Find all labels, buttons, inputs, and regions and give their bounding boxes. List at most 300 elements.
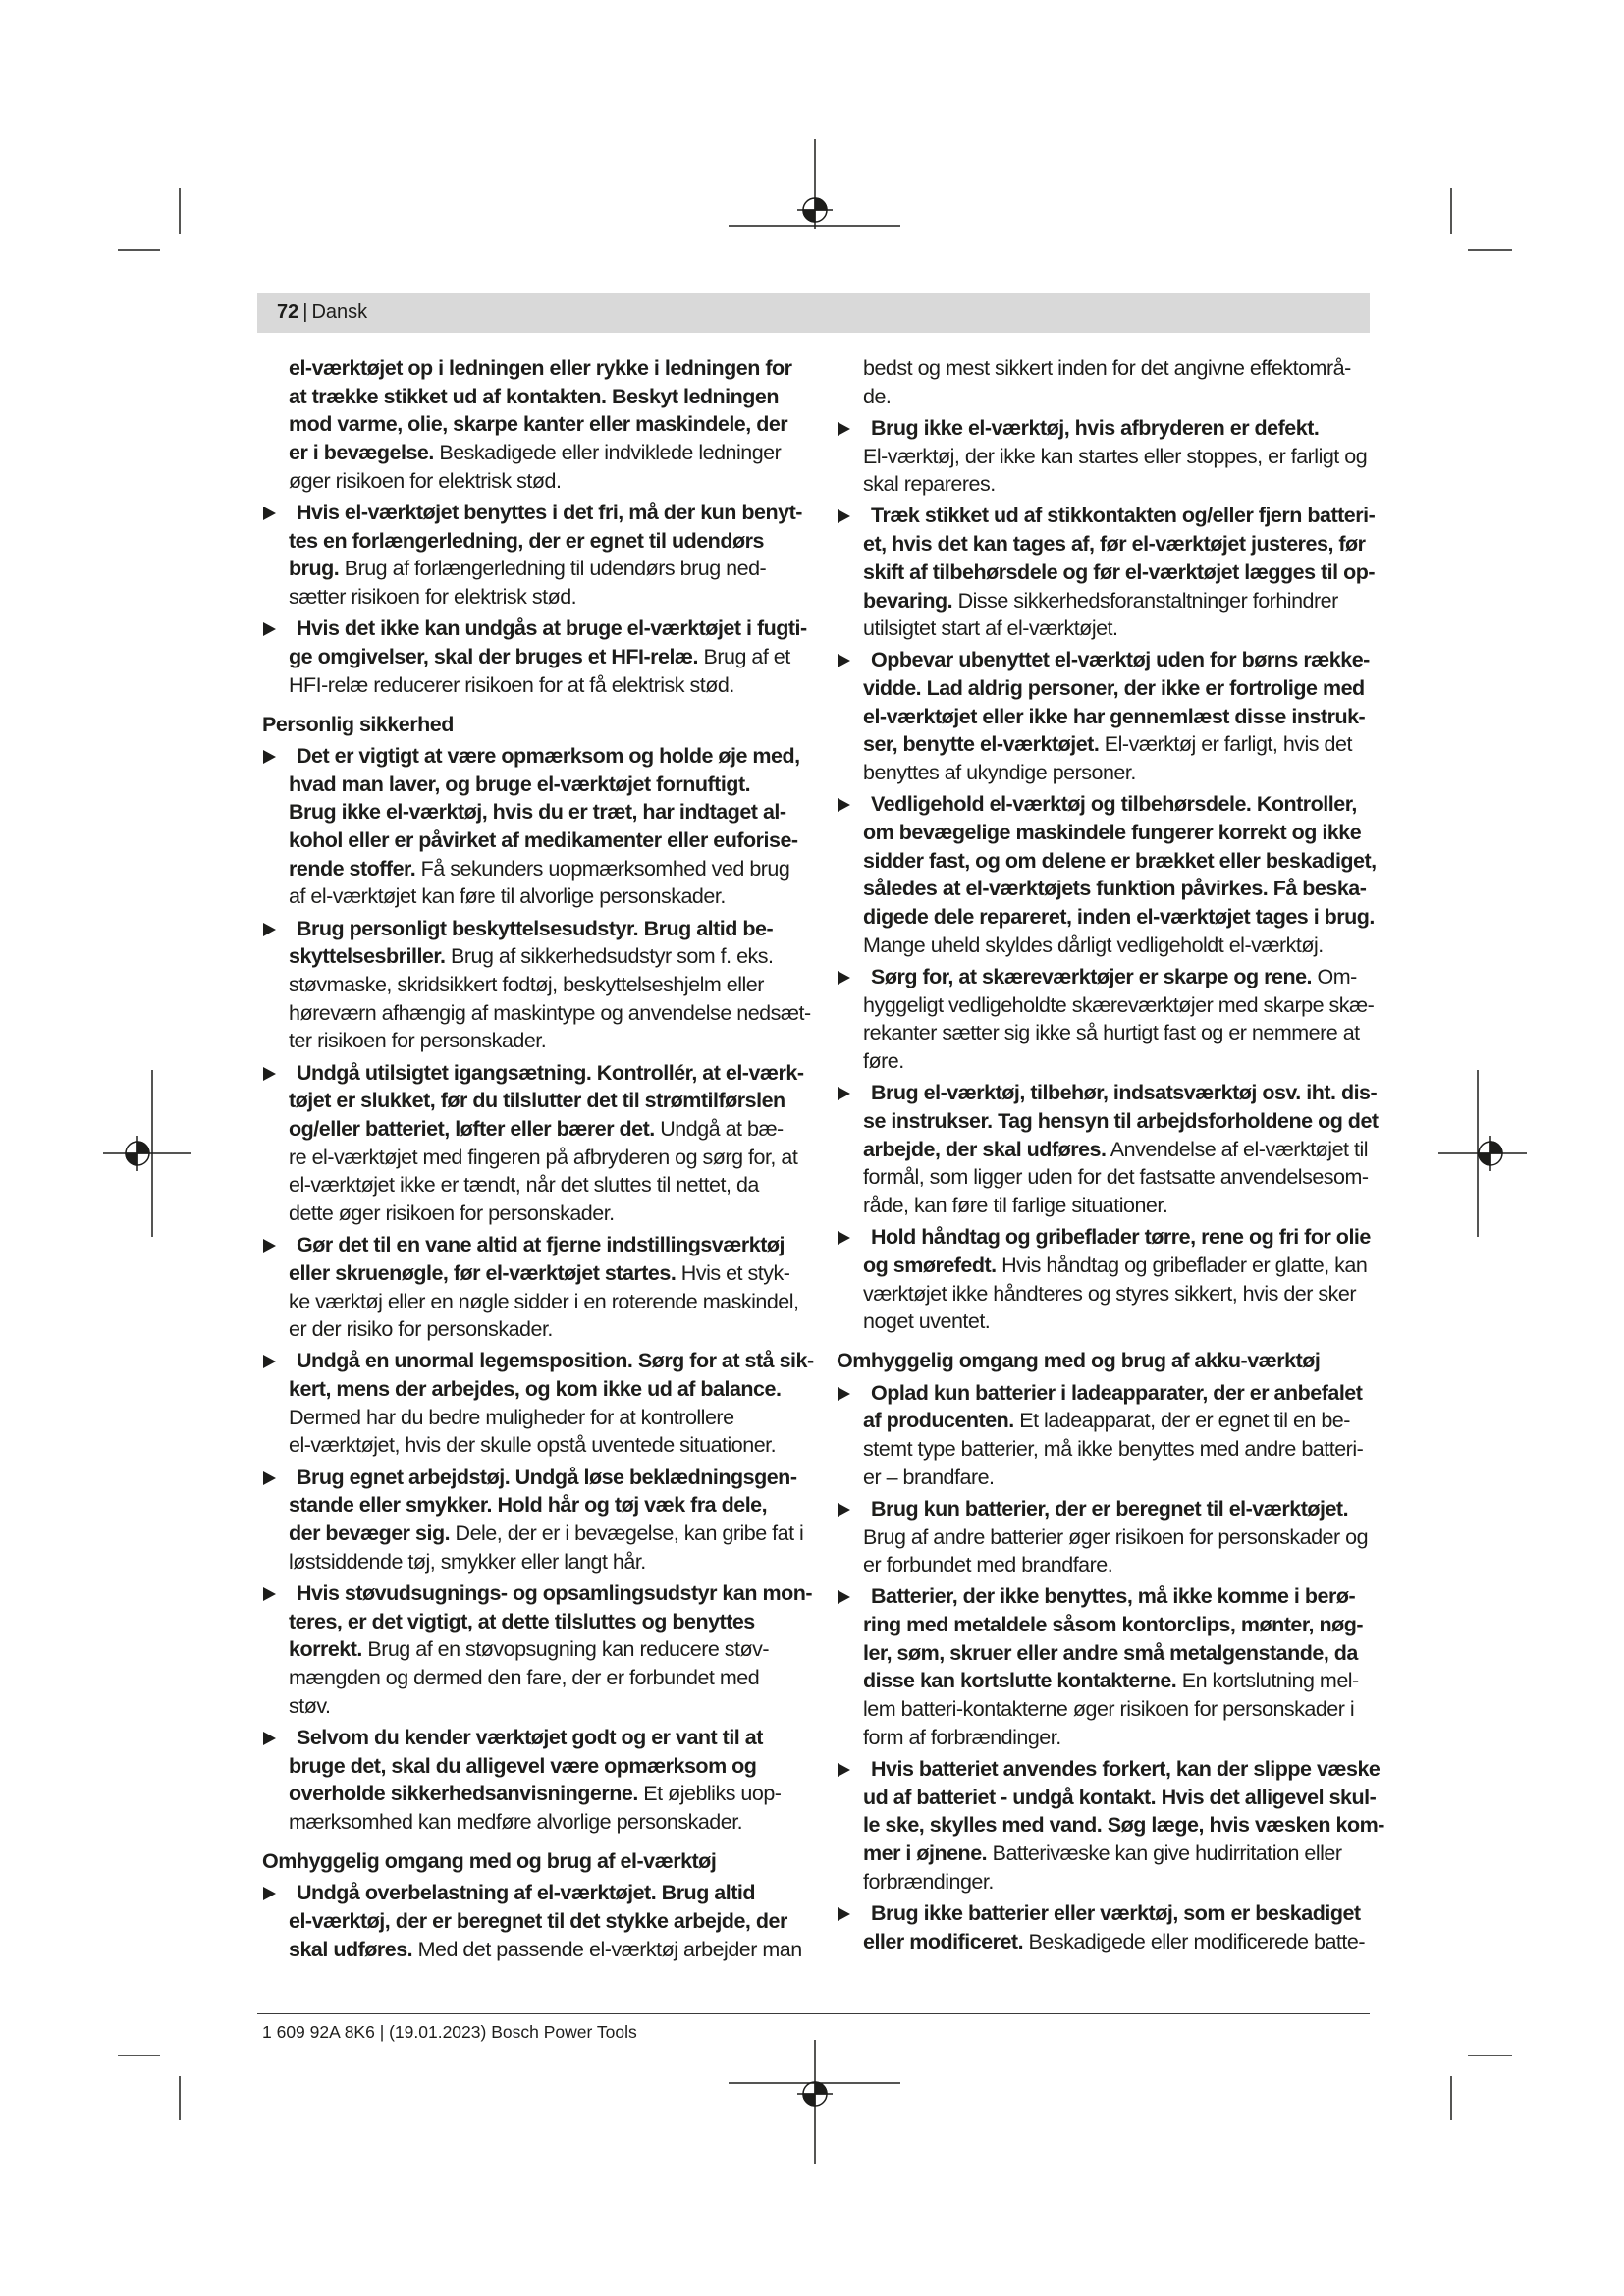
- text-line: [863, 1523, 1386, 1552]
- bold-text: Brug el-værktøj, tilbehør, indsatsværktøj osv. iht. dis-: [871, 1081, 1378, 1105]
- text-line: [289, 410, 812, 439]
- bold-text: kert, mens der arbejdes, og kom ikke ud af balance.: [289, 1377, 782, 1402]
- bullet-triangle-icon: [838, 1231, 850, 1245]
- text-line: [863, 1724, 1386, 1752]
- bullet-item: [837, 1755, 1386, 1896]
- regular-text: Få sekunders uopmærksomhed ved brug: [415, 856, 790, 881]
- text-line: [863, 1899, 1386, 1928]
- bullet-item: [837, 790, 1386, 959]
- text-line: [863, 1407, 1386, 1435]
- text-line: [863, 1107, 1386, 1136]
- text-line: [863, 703, 1386, 731]
- regular-text: benyttes af ukyndige personer.: [863, 761, 1136, 785]
- regular-text: HFI-relæ reducerer risikoen for at få elektrisk stød.: [289, 672, 734, 697]
- bullet-item: [837, 1582, 1386, 1751]
- crop-mark-bottom-left: [118, 2056, 180, 2120]
- text-line: [289, 1288, 812, 1316]
- regular-text: værktøjet ikke håndteres og styres sikkert, hvis der sker: [863, 1281, 1357, 1306]
- text-line: [863, 1868, 1386, 1896]
- regular-text: Batterivæske kan give hudirritation eller: [987, 1842, 1342, 1866]
- bullet-item: [262, 1464, 812, 1576]
- text-line: [863, 383, 1386, 411]
- text-line: [863, 1079, 1386, 1107]
- text-line: [863, 1379, 1386, 1408]
- regular-text: El-værktøj er farligt, hvis det: [1099, 732, 1352, 757]
- text-line: [289, 1144, 812, 1172]
- text-line: [289, 798, 812, 827]
- text-line: [863, 1551, 1386, 1579]
- regular-text: Disse sikkerhedsforanstaltninger forhindrer: [952, 588, 1338, 613]
- bold-text: brug.: [289, 557, 340, 581]
- text-line: [289, 915, 812, 943]
- bullet-triangle-icon: [838, 798, 850, 812]
- bold-text: mer i øjnene.: [863, 1842, 988, 1866]
- bold-text: Brug ikke el-værktøj, hvis du er træt, har indtaget al-: [289, 800, 786, 825]
- text-line: [289, 1115, 812, 1144]
- text-line: [863, 730, 1386, 759]
- bold-text: mod varme, olie, skarpe kanter eller maskindele, der: [289, 412, 788, 437]
- bold-text: hvad man laver, og bruge el-værktøjet fornuftigt.: [289, 772, 751, 796]
- text-line: [289, 671, 812, 700]
- bold-text: eller modificeret.: [863, 1929, 1024, 1953]
- text-line: [863, 1163, 1386, 1192]
- text-line: [289, 999, 812, 1028]
- header-separator: |: [302, 301, 308, 323]
- bold-text: Hvis støvudsugnings- og opsamlingsudstyr kan mon-: [297, 1580, 812, 1605]
- regular-text: høreværn afhængig af maskintype og anvendelse nedsæt-: [289, 1000, 811, 1025]
- bold-text: vidde. Lad aldrig personer, der ikke er fortrolige med: [863, 676, 1365, 701]
- bold-text: ge omgivelser, skal der bruges et HFI-relæ.: [289, 644, 699, 668]
- text-line: [863, 646, 1386, 674]
- bold-text: tes en forlængerledning, der er egnet til udendørs: [289, 528, 764, 553]
- bold-text: digede dele repareret, inden el-værktøjet tages i brug.: [863, 905, 1375, 930]
- text-line: [289, 1027, 812, 1055]
- text-line: [289, 1491, 812, 1520]
- regular-text: føre.: [863, 1049, 904, 1073]
- bullet-triangle-icon: [263, 1887, 276, 1900]
- text-line: [863, 614, 1386, 643]
- text-line: [863, 1928, 1386, 1956]
- section-heading: Omhyggelig omgang med og brug af el-værktøj: [262, 1849, 717, 1874]
- bold-text: el-værktøjet eller ikke har gennemlæst disse instruk-: [863, 704, 1366, 728]
- bold-text: at trække stikket ud af kontakten. Beskyt ledningen: [289, 384, 780, 408]
- crop-mark-bottom-right: [1451, 2056, 1512, 2120]
- bullet-item: [262, 614, 812, 699]
- text-line: [289, 1579, 812, 1608]
- text-line: [289, 942, 812, 971]
- bold-text: og/eller batteriet, løfter eller bærer det.: [289, 1116, 655, 1141]
- bullet-item: [837, 502, 1386, 642]
- bold-text: ring med metaldele såsom kontorclips, mønter, nøg-: [863, 1613, 1364, 1637]
- text-line: [289, 1431, 812, 1460]
- footer-rule: [257, 2013, 1370, 2014]
- text-line: [863, 1667, 1386, 1695]
- bold-text: Gør det til en vane altid at fjerne indstillingsværktøj: [297, 1233, 785, 1257]
- regular-text: Anvendelse af el-værktøjet til: [1106, 1137, 1369, 1161]
- text-line: [289, 499, 812, 527]
- text-line: [289, 1907, 812, 1936]
- bold-text: bruge det, skal du alligevel være opmærksom og: [289, 1753, 757, 1778]
- bullet-item: [262, 742, 812, 911]
- continuation-paragraph: [837, 354, 1386, 410]
- text-line: [289, 467, 812, 496]
- text-line: [863, 847, 1386, 876]
- bold-text: Træk stikket ud af stikkontakten og/eller fjern batteri-: [871, 504, 1376, 528]
- text-line: [289, 1347, 812, 1375]
- bold-text: der bevæger sig.: [289, 1522, 451, 1545]
- text-line: [289, 1936, 812, 1964]
- regular-text: re el-værktøjet med fingeren på afbryderen og sørg for, at: [289, 1145, 798, 1169]
- text-line: [863, 1755, 1386, 1784]
- regular-text: utilsigtet start af el-værktøjet.: [863, 616, 1118, 641]
- bold-text: Sørg for, at skæreværktøjer er skarpe og rene.: [871, 964, 1313, 988]
- regular-text: stemt type batterier, må ikke benyttes med andre batteri-: [863, 1436, 1364, 1461]
- crop-mark-top-left: [118, 188, 180, 250]
- bold-text: Selvom du kender værktøjet godt og er vant til at: [297, 1725, 763, 1749]
- text-line: [863, 354, 1386, 383]
- bullet-item: [262, 1879, 812, 1963]
- regular-text: Brug af sikkerhedsudstyr som f. eks.: [445, 944, 774, 969]
- regular-text: hyggeligt vedligeholdte skæreværktøjer med skarpe skæ-: [863, 992, 1375, 1017]
- bullet-item: [262, 499, 812, 612]
- text-line: [289, 1608, 812, 1636]
- bullet-triangle-icon: [838, 654, 850, 667]
- bold-text: Brug egnet arbejdstøj. Undgå løse beklædningsgen-: [297, 1465, 797, 1489]
- bold-text: korrekt.: [289, 1637, 362, 1662]
- regular-text: de.: [863, 384, 892, 408]
- text-line: [863, 1840, 1386, 1868]
- text-line: [289, 1231, 812, 1259]
- bold-text: Undgå utilsigtet igangsætning. Kontrollér, at el-værk-: [297, 1060, 804, 1085]
- bullet-item: [262, 1059, 812, 1228]
- bold-text: er i bevægelse.: [289, 441, 434, 465]
- bullet-triangle-icon: [263, 750, 276, 764]
- bullet-item: [837, 1379, 1386, 1492]
- text-line: [863, 674, 1386, 703]
- regular-text: er – brandfare.: [863, 1465, 995, 1489]
- bold-text: disse kan kortslutte kontakterne.: [863, 1669, 1177, 1693]
- bullet-item: [837, 1899, 1386, 1955]
- text-line: [863, 1252, 1386, 1280]
- text-line: [289, 1171, 812, 1200]
- registration-target-icon-bottom: [729, 2040, 900, 2164]
- text-line: [289, 1548, 812, 1576]
- regular-text: Om-: [1312, 964, 1357, 988]
- regular-text: Brug af forlængerledning til udendørs brug ned-: [339, 557, 767, 581]
- bullet-item: [837, 1079, 1386, 1219]
- text-line: [289, 882, 812, 911]
- bold-text: ler, søm, skruer eller andre små metalgenstande, da: [863, 1640, 1358, 1665]
- regular-text: løstsiddende tøj, smykker eller langt hår.: [289, 1549, 646, 1574]
- regular-text: lem batteri-kontakterne øger risikoen for personskader i: [863, 1697, 1355, 1722]
- regular-text: Et øjebliks uop-: [637, 1782, 782, 1806]
- bullet-triangle-icon: [263, 1355, 276, 1368]
- text-line: [863, 414, 1386, 443]
- bold-text: Brug ikke batterier eller værktøj, som er beskadiget: [871, 1900, 1361, 1925]
- text-line: [863, 1811, 1386, 1840]
- bold-text: eller skruenøgle, før el-værktøjet startes.: [289, 1260, 677, 1285]
- text-line: [289, 1692, 812, 1721]
- text-line: [289, 643, 812, 671]
- bold-text: Hvis el-værktøjet benyttes i det fri, må der kun benyt-: [297, 500, 802, 524]
- text-line: [289, 855, 812, 883]
- bold-text: Hvis batteriet anvendes forkert, kan der slippe væske: [871, 1757, 1380, 1781]
- bullet-triangle-icon: [838, 1590, 850, 1604]
- regular-text: støvmaske, skridsikkert fodtøj, beskyttelseshjelm eller: [289, 972, 764, 996]
- bold-text: Hold håndtag og gribeflader tørre, rene og fri for olie: [871, 1225, 1371, 1250]
- regular-text: ter risikoen for personskader.: [289, 1029, 547, 1053]
- regular-text: bedst og mest sikkert inden for det angivne effektområ-: [863, 356, 1351, 380]
- page-header: [277, 293, 367, 333]
- text-line: [863, 759, 1386, 787]
- bold-text: se instrukser. Tag hensyn til arbejdsforholdene og det: [863, 1108, 1379, 1133]
- bold-text: overholde sikkerhedsanvisningerne.: [289, 1782, 638, 1806]
- text-line: [289, 742, 812, 771]
- bullet-triangle-icon: [263, 1732, 276, 1745]
- text-line: [863, 1435, 1386, 1464]
- bullet-triangle-icon: [263, 1587, 276, 1601]
- bold-text: el-værktøj, der er beregnet til det stykke arbejde, der: [289, 1908, 787, 1933]
- bold-text: skal udføres.: [289, 1937, 413, 1961]
- regular-text: En kortslutning mel-: [1176, 1669, 1359, 1693]
- regular-text: Beskadigede eller indviklede ledninger: [433, 441, 782, 465]
- bold-text: Vedligehold el-værktøj og tilbehørsdele. Kontroller,: [871, 792, 1357, 817]
- regular-text: ke værktøj eller en nøgle sidder i en roterende maskindel,: [289, 1289, 799, 1313]
- bold-text: bevaring.: [863, 588, 953, 613]
- bullet-item: [262, 1724, 812, 1837]
- text-line: [289, 1520, 812, 1548]
- bold-text: arbejde, der skal udføres.: [863, 1137, 1107, 1161]
- bold-text: rende stoffer.: [289, 856, 416, 881]
- text-line: [863, 1495, 1386, 1523]
- bold-text: Batterier, der ikke benyttes, må ikke komme i berø-: [871, 1584, 1356, 1609]
- regular-text: noget uventet.: [863, 1309, 991, 1334]
- bold-text: et, hvis det kan tages af, før el-værktøjet justeres, før: [863, 532, 1366, 557]
- text-line: [863, 1192, 1386, 1220]
- regular-text: skal repareres.: [863, 472, 996, 497]
- text-line: [289, 1808, 812, 1837]
- bold-text: Brug kun batterier, der er beregnet til el-værktøjet.: [871, 1496, 1349, 1521]
- bullet-triangle-icon: [838, 1387, 850, 1401]
- text-line: [289, 527, 812, 556]
- text-line: [863, 559, 1386, 587]
- regular-text: Dele, der er i bevægelse, kan gribe fat i: [450, 1522, 804, 1545]
- registration-target-icon-left: [103, 1070, 191, 1237]
- regular-text: Brug af en støvopsugning kan reducere støv-: [361, 1637, 770, 1662]
- text-line: [289, 614, 812, 643]
- bold-text: skift af tilbehørsdele og før el-værktøjet lægges til op-: [863, 560, 1376, 584]
- regular-text: øger risikoen for elektrisk stød.: [289, 468, 562, 493]
- right-column: [837, 354, 1386, 1955]
- bullet-item: [262, 915, 812, 1055]
- text-line: [289, 1879, 812, 1907]
- bold-text: Det er vigtigt at være opmærksom og holde øje med,: [297, 743, 800, 768]
- registration-target-icon-right: [1438, 1070, 1527, 1237]
- regular-text: råde, kan føre til farlige situationer.: [863, 1193, 1168, 1217]
- text-line: [863, 443, 1386, 471]
- regular-text: formål, som ligger uden for det fastsatte anvendelsesom-: [863, 1165, 1369, 1190]
- regular-text: støv.: [289, 1693, 331, 1718]
- section-heading: Personlig sikkerhed: [262, 712, 454, 736]
- text-line: [289, 1464, 812, 1492]
- crop-mark-top-right: [1451, 188, 1512, 250]
- bold-text: ud af batteriet - undgå kontakt. Hvis det alligevel skul-: [863, 1785, 1377, 1809]
- bold-text: således at el-værktøjets funktion påvirkes. Få beska-: [863, 877, 1367, 901]
- text-line: [863, 530, 1386, 559]
- regular-text: er der risiko for personskader.: [289, 1317, 553, 1342]
- text-line: [289, 1404, 812, 1432]
- regular-text: el-værktøjet ikke er tændt, når det sluttes til nettet, da: [289, 1173, 759, 1198]
- text-line: [863, 1019, 1386, 1047]
- regular-text: el-værktøjet, hvis der skulle opstå uventede situationer.: [289, 1433, 777, 1458]
- text-line: [289, 1375, 812, 1404]
- bullet-triangle-icon: [838, 1907, 850, 1921]
- text-line: [863, 963, 1386, 991]
- bold-text: Undgå en unormal legemsposition. Sørg for at stå sik-: [297, 1349, 814, 1373]
- registration-target-icon-top: [729, 139, 900, 229]
- bold-text: om bevægelige maskindele fungerer korrekt og ikke: [863, 821, 1362, 844]
- bold-text: skyttelsesbriller.: [289, 944, 446, 969]
- text-line: [863, 470, 1386, 499]
- bullet-triangle-icon: [838, 509, 850, 523]
- text-line: [863, 875, 1386, 903]
- bullet-item: [837, 1495, 1386, 1579]
- footer-text: 1 609 92A 8K6 | (19.01.2023) Bosch Power Tools: [262, 2022, 637, 2042]
- bullet-triangle-icon: [263, 1471, 276, 1485]
- left-column: [262, 354, 812, 1963]
- bullet-item: [837, 414, 1386, 499]
- bold-text: Opbevar ubenyttet el-værktøj uden for børns række-: [871, 648, 1370, 672]
- text-line: [863, 1611, 1386, 1639]
- text-line: [863, 819, 1386, 847]
- regular-text: Undgå at bæ-: [654, 1116, 784, 1141]
- text-line: [863, 1784, 1386, 1812]
- page-header-bar: [257, 293, 1370, 333]
- text-line: [289, 1752, 812, 1781]
- bold-text: Hvis det ikke kan undgås at bruge el-værktøjet i fugti-: [297, 616, 807, 641]
- bullet-triangle-icon: [263, 1067, 276, 1081]
- text-line: [863, 991, 1386, 1020]
- bold-text: teres, er det vigtigt, at dette tilsluttes og benyttes: [289, 1609, 755, 1633]
- regular-text: dette øger risikoen for personskader.: [289, 1201, 615, 1225]
- bold-text: le ske, skylles med vand. Søg læge, hvis væsken kom-: [863, 1813, 1384, 1838]
- bullet-triangle-icon: [263, 507, 276, 520]
- regular-text: rekanter sætter sig ikke så hurtigt fast og er nemmere at: [863, 1021, 1360, 1045]
- text-line: [289, 354, 812, 383]
- text-line: [289, 1780, 812, 1808]
- regular-text: forbrændinger.: [863, 1869, 994, 1894]
- bullet-triangle-icon: [263, 622, 276, 636]
- regular-text: er forbundet med brandfare.: [863, 1553, 1113, 1577]
- text-line: [289, 1664, 812, 1692]
- regular-text: El-værktøj, der ikke kan startes eller stoppes, er farligt og: [863, 444, 1368, 468]
- text-line: [863, 1280, 1386, 1308]
- text-line: [863, 790, 1386, 819]
- text-line: [289, 1259, 812, 1288]
- text-line: [289, 971, 812, 999]
- text-line: [863, 1582, 1386, 1611]
- text-line: [863, 1464, 1386, 1492]
- regular-text: af el-værktøjet kan føre til alvorlige personskader.: [289, 884, 726, 909]
- bold-text: stande eller smykker. Hold hår og tøj væk fra dele,: [289, 1493, 768, 1518]
- text-line: [289, 555, 812, 583]
- bullet-triangle-icon: [838, 1087, 850, 1100]
- text-line: [289, 1059, 812, 1088]
- regular-text: sætter risikoen for elektrisk stød.: [289, 585, 577, 609]
- text-line: [863, 1223, 1386, 1252]
- text-line: [863, 1136, 1386, 1164]
- bullet-item: [262, 1579, 812, 1720]
- continuation-paragraph: [262, 354, 812, 495]
- regular-text: Brug af andre batterier øger risikoen for personskader og: [863, 1524, 1369, 1549]
- bold-text: og smørefedt.: [863, 1253, 997, 1277]
- bold-text: Brug ikke el-værktøj, hvis afbryderen er defekt.: [871, 415, 1320, 440]
- text-line: [863, 1047, 1386, 1076]
- bullet-triangle-icon: [838, 971, 850, 985]
- page-number: 72: [277, 301, 299, 323]
- regular-text: Med det passende el-værktøj arbejder man: [412, 1937, 802, 1961]
- bold-text: el-værktøjet op i ledningen eller rykke i ledningen for: [289, 356, 792, 380]
- bullet-item: [837, 1223, 1386, 1336]
- bullet-item: [837, 646, 1386, 786]
- text-line: [863, 1308, 1386, 1336]
- text-line: [289, 583, 812, 612]
- bold-text: kohol eller er påvirket af medikamenter eller euforise-: [289, 828, 798, 852]
- text-line: [289, 439, 812, 467]
- text-line: [289, 1315, 812, 1344]
- regular-text: Et ladeapparat, der er egnet til en be-: [1013, 1409, 1350, 1433]
- bold-text: sidder fast, og om delene er brækket eller beskadiget,: [863, 848, 1377, 873]
- section-heading: Omhyggelig omgang med og brug af akku-værktøj: [837, 1349, 1321, 1373]
- bullet-triangle-icon: [263, 1239, 276, 1253]
- section-language: Dansk: [311, 301, 368, 323]
- regular-text: Brug af et: [698, 644, 790, 668]
- text-line: [863, 587, 1386, 615]
- text-line: [863, 1639, 1386, 1668]
- text-line: [863, 1695, 1386, 1724]
- bold-text: Brug personligt beskyttelsesudstyr. Brug altid be-: [297, 916, 774, 940]
- text-line: [863, 903, 1386, 932]
- text-line: [289, 1200, 812, 1228]
- bullet-item: [262, 1347, 812, 1460]
- text-line: [289, 1087, 812, 1115]
- regular-text: Beskadigede eller modificerede batte-: [1023, 1929, 1365, 1953]
- bullet-triangle-icon: [838, 1763, 850, 1777]
- regular-text: Hvis håndtag og gribeflader er glatte, kan: [996, 1253, 1368, 1277]
- regular-text: mængden og dermed den fare, der er forbundet med: [289, 1665, 760, 1689]
- text-line: [863, 932, 1386, 960]
- bold-text: tøjet er slukket, før du tilslutter det til strømtilførslen: [289, 1089, 785, 1113]
- regular-text: Mange uheld skyldes dårligt vedligeholdt el-værktøj.: [863, 933, 1324, 957]
- regular-text: form af forbrændinger.: [863, 1725, 1061, 1749]
- text-line: [289, 383, 812, 411]
- text-line: [289, 771, 812, 799]
- bullet-triangle-icon: [263, 923, 276, 936]
- text-line: [863, 502, 1386, 530]
- text-line: [289, 1635, 812, 1664]
- regular-text: Dermed har du bedre muligheder for at kontrollere: [289, 1405, 734, 1429]
- bullet-item: [262, 1231, 812, 1344]
- regular-text: mærksomhed kan medføre alvorlige personskader.: [289, 1809, 743, 1834]
- bold-text: af producenten.: [863, 1409, 1014, 1433]
- bullet-triangle-icon: [838, 1503, 850, 1517]
- bold-text: Oplad kun batterier i ladeapparater, der er anbefalet: [871, 1380, 1363, 1405]
- text-line: [289, 1724, 812, 1752]
- bullet-triangle-icon: [838, 422, 850, 436]
- bold-text: Undgå overbelastning af el-værktøjet. Brug altid: [297, 1881, 755, 1905]
- regular-text: Hvis et styk-: [676, 1260, 790, 1285]
- bullet-item: [837, 963, 1386, 1076]
